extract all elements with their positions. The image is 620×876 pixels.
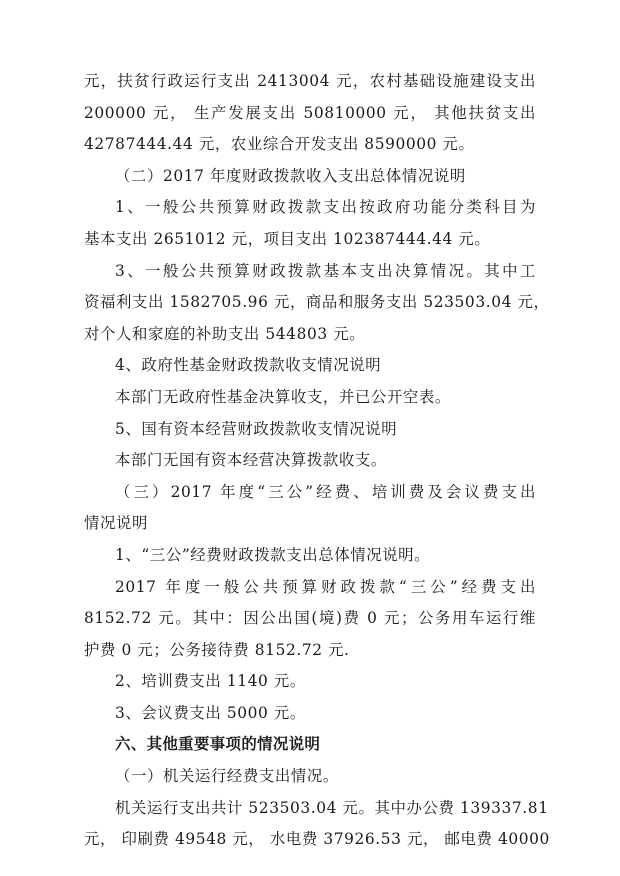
document-page [84, 66, 550, 856]
body-line: 42787444.44 元，农业综合开发支出 8590000 元。 [84, 135, 475, 154]
body-line: 护费 0 元；公务接待费 8152.72 元. [84, 640, 350, 659]
body-line: 机关运行支出共计 523503.04 元。其中办公费 139337.81 [115, 798, 549, 817]
section-heading-3-continued: 情况说明 [84, 514, 148, 533]
section-heading-1: （一）机关运行经费支出情况。 [115, 767, 339, 786]
body-line: 元，扶贫行政运行支出 2413004 元，农村基础设施建设支出 [84, 72, 536, 90]
body-line: 资福利支出 1582705.96 元，商品和服务支出 523503.04 元， [84, 293, 550, 312]
body-line: 8152.72 元。其中：因公出国(境)费 0 元；公务用车运行维 [84, 609, 536, 628]
subsection-heading: 4、政府性基金财政拨款收支情况说明 [115, 356, 382, 375]
section-heading-3: （三）2017 年度“三公”经费、培训费及会议费支出 [115, 482, 536, 501]
body-line: 2017 年度一般公共预算财政拨款“三公”经费支出 [115, 577, 536, 596]
subsection-heading: 5、国有资本经营财政拨款收支情况说明 [115, 419, 398, 438]
body-line: 1、一般公共预算财政拨款支出按政府功能分类科目为 [115, 198, 536, 217]
body-line: 200000 元， 生产发展支出 50810000 元， 其他扶贫支出 [84, 103, 536, 122]
subsection-heading: 1、“三公”经费财政拨款支出总体情况说明。 [115, 545, 431, 564]
body-line: 对个人和家庭的补助支出 544803 元。 [84, 324, 366, 343]
chapter-heading: 六、其他重要事项的情况说明 [115, 735, 321, 754]
body-line: 本部门无国有资本经营决算拨款收支。 [115, 451, 387, 470]
body-line: 2、培训费支出 1140 元。 [115, 672, 306, 691]
body-line: 本部门无政府性基金决算收支，并已公开空表。 [115, 387, 451, 406]
body-line: 基本支出 2651012 元，项目支出 102387444.44 元。 [84, 229, 491, 248]
body-line: 元， 印刷费 49548 元， 水电费 37926.53 元， 邮电费 40000 [84, 830, 550, 849]
section-heading-2: （二）2017 年度财政拨款收入支出总体情况说明 [115, 166, 466, 185]
body-line: 3、会议费支出 5000 元。 [115, 703, 306, 722]
body-line: 3、一般公共预算财政拨款基本支出决算情况。其中工 [115, 261, 536, 280]
